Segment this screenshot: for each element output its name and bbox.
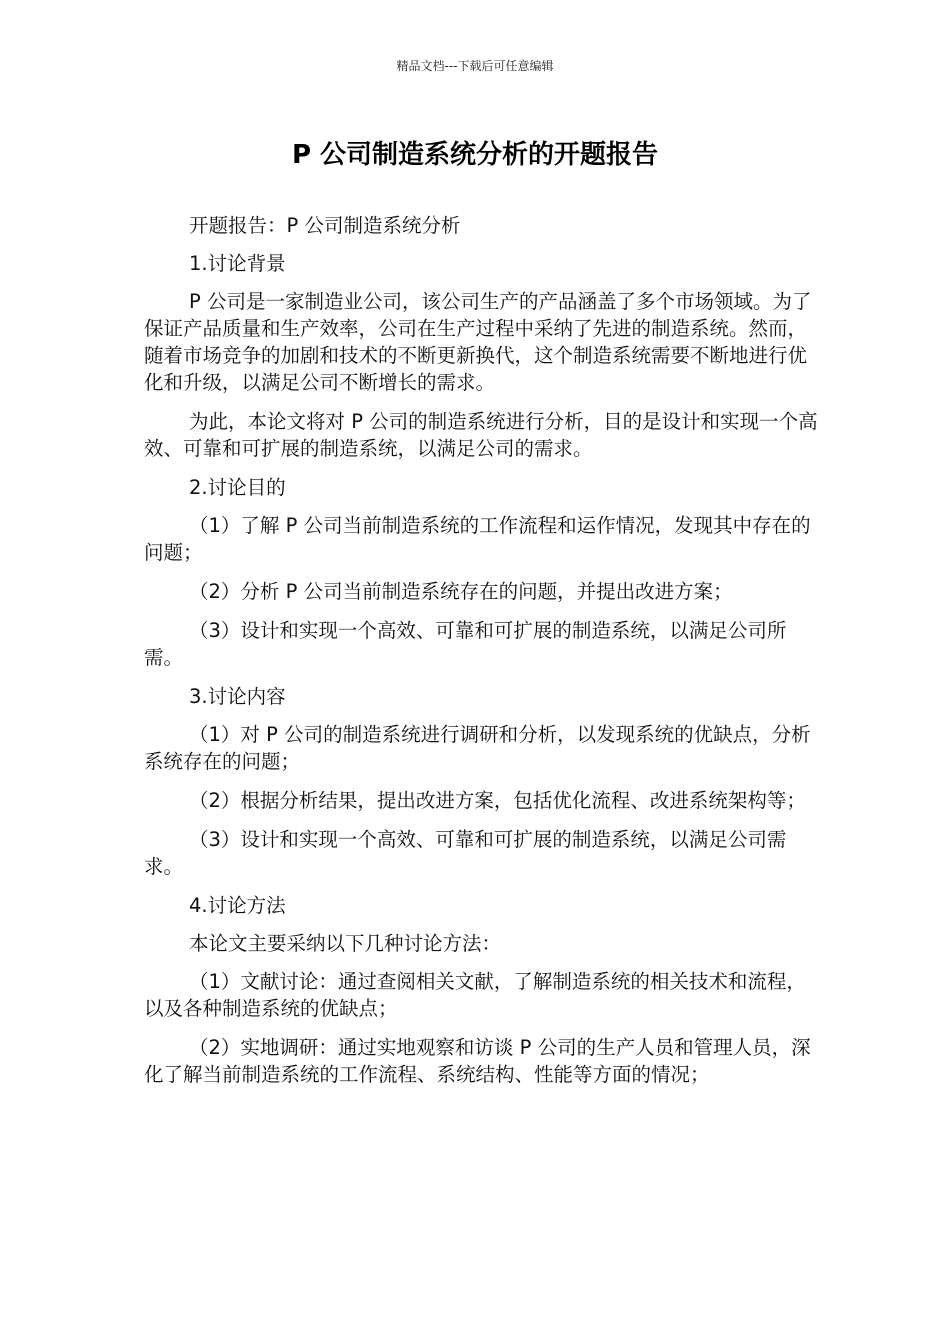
section-heading-purpose: 2.讨论目的: [189, 476, 286, 499]
content-item-2: （2）根据分析结果，提出改进方案，包括优化流程、改进系统架构等；: [189, 789, 806, 812]
document-title: P 公司制造系统分析的开题报告: [291, 140, 659, 170]
report-subtitle: 开题报告：P 公司制造系统分析: [189, 214, 461, 237]
paragraph-background-1: P 公司是一家制造业公司，该公司生产的产品涵盖了多个市场领域。为了保证产品质量和生产效率，公司在生产过程中采纳了先进的制造系统。然而，随着市场竞争的加剧和技术的不断更新换代，这个制造系统需要不断地进行优化和升级，以满足公司不断增长的需求。: [144, 290, 812, 394]
purpose-item-1: （1）了解 P 公司当前制造系统的工作流程和运作情况，发现其中存在的问题；: [144, 514, 811, 564]
section-heading-content: 3.讨论内容: [189, 685, 286, 708]
document-body: [144, 212, 824, 1100]
method-intro: 本论文主要采纳以下几种讨论方法：: [189, 932, 502, 955]
page-header-note: 精品文档---下载后可任意编辑: [396, 59, 554, 73]
section-heading-method: 4.讨论方法: [189, 894, 286, 917]
purpose-item-3: （3）设计和实现一个高效、可靠和可扩展的制造系统，以满足公司所需。: [144, 619, 787, 669]
method-item-2: （2）实地调研：通过实地观察和访谈 P 公司的生产人员和管理人员，深化了解当前制造系统的工作流程、系统结构、性能等方面的情况；: [144, 1036, 811, 1086]
method-item-1: （1）文献讨论：通过查阅相关文献，了解制造系统的相关技术和流程，以及各种制造系统的优缺点；: [144, 970, 806, 1020]
purpose-item-2: （2）分析 P 公司当前制造系统存在的问题，并提出改进方案；: [189, 580, 733, 603]
section-heading-background: 1.讨论背景: [189, 252, 286, 275]
paragraph-background-2: 为此，本论文将对 P 公司的制造系统进行分析，目的是设计和实现一个高效、可靠和可扩展的制造系统，以满足公司的需求。: [144, 410, 818, 460]
content-item-1: （1）对 P 公司的制造系统进行调研和分析，以发现系统的优缺点，分析系统存在的问题；: [144, 723, 811, 773]
content-item-3: （3）设计和实现一个高效、可靠和可扩展的制造系统，以满足公司需求。: [144, 828, 787, 878]
